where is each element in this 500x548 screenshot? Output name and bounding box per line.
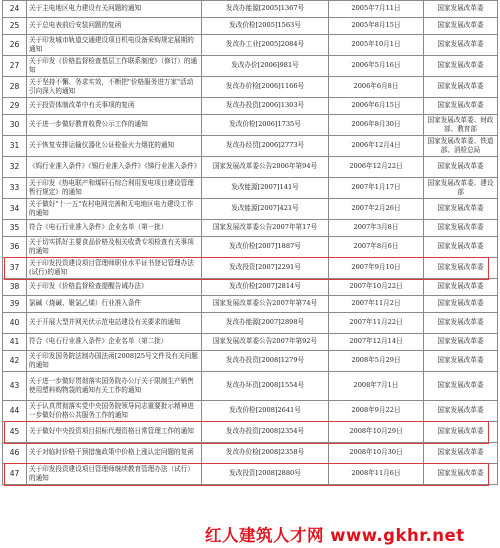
table-row: [3, 296, 498, 313]
issue-date: 2007年2月26日: [329, 199, 424, 220]
site-watermark: 红人建筑人才网 www.gkhr.net: [205, 526, 465, 545]
issue-date: 2007年11月22日: [329, 313, 424, 334]
issue-date: 2007年11月2日: [329, 296, 424, 313]
row-number: 44: [3, 401, 27, 422]
document-number: 发改价检[2008]2641号: [202, 401, 329, 422]
table-row: [3, 464, 498, 485]
issue-date: 2006年6月8日: [329, 77, 424, 98]
row-number: 24: [3, 1, 27, 18]
document-number: 发改办价[2006]981号: [202, 56, 329, 77]
issuing-body: 国家发展改革委: [424, 157, 498, 178]
document-number: 发改投资[2007]2291号: [202, 258, 329, 279]
document-title: 关于印发投资建设项目管理师继续教育管理办法（试行）的通知: [27, 464, 202, 485]
table-row: [3, 56, 498, 77]
document-title: 《钨行业准入条件》《锡行业准入条件》《锑行业准入条件》: [27, 157, 202, 178]
issue-date: 2006年5月16日: [329, 56, 424, 77]
document-number: 发改价检[2007]2814号: [202, 279, 329, 296]
document-number: 发改办能源[2007]2898号: [202, 313, 329, 334]
document-title: 关于开展大型并网光伏示范电站建设有关要求的通知: [27, 313, 202, 334]
issuing-body: 国家发展改革委: [424, 220, 498, 237]
document-title: 关于做好中央投资项目招标代理资格日常管理工作的通知: [27, 422, 202, 443]
issue-date: 2005年7月11日: [329, 1, 424, 18]
row-number: 34: [3, 199, 27, 220]
document-number: 发改办投资[2008]2354号: [202, 422, 329, 443]
table-row: [3, 372, 498, 401]
document-number: 发改能源[2007]421号: [202, 199, 329, 220]
issuing-body: 国家发展改革委: [424, 464, 498, 485]
document-title: 关于印发投资建设项目管理师职业水平证书登记管理办法(试行)的通知: [27, 258, 202, 279]
issuing-body: 国家发展改革委: [424, 237, 498, 258]
issuing-body: 国家发展改革委: [424, 1, 498, 18]
row-number: 26: [3, 35, 27, 56]
table-row: [3, 178, 498, 199]
document-number: 发改办价检[2008]2358号: [202, 443, 329, 464]
table-body: [3, 1, 498, 485]
issue-date: 2005年8月15日: [329, 18, 424, 35]
document-number: 发改办工业[2005]2084号: [202, 35, 329, 56]
row-number: 31: [3, 136, 27, 157]
document-title: 氯碱（烧碱、聚氯乙烯）行业准入条件: [27, 296, 202, 313]
document-number: 发改价检[2006]1735号: [202, 115, 329, 136]
row-number: 45: [3, 422, 27, 443]
issue-date: 2007年9月10日: [329, 258, 424, 279]
document-title: 符合《电石行业准入条件》企业名单（第二批）: [27, 334, 202, 351]
row-number: 30: [3, 115, 27, 136]
issuing-body: 国家发展改革委、财政部、教育部: [424, 115, 498, 136]
document-title: 关于总电表前后安装问题的复函: [27, 18, 202, 35]
document-number: 发改办经贸[2006]2773号: [202, 136, 329, 157]
document-number: 发改办能源[2005]1367号: [202, 1, 329, 18]
table-row: [3, 1, 498, 18]
row-number: 35: [3, 220, 27, 237]
issuing-body: 国家发展改革委: [424, 313, 498, 334]
document-title: 关于印发城市轨道交通建设项目机电设备采购规定展期的通知: [27, 35, 202, 56]
document-number: 发改能源[2007]141号: [202, 178, 329, 199]
document-number: 国家发展改革委公告2007年第17号: [202, 220, 329, 237]
document-title: 符合《电石行业准入条件》企业名单（第一批）: [27, 220, 202, 237]
table-row: [3, 443, 498, 464]
issue-date: 2007年12月14日: [329, 334, 424, 351]
issue-date: 2008年10月29日: [329, 422, 424, 443]
table-row: [3, 237, 498, 258]
issue-date: 2008年9月22日: [329, 401, 424, 422]
issuing-body: 国家发展改革委: [424, 372, 498, 401]
issuing-body: 国家发展改革委: [424, 401, 498, 422]
table-row: [3, 98, 498, 115]
document-title: 关于进一步做好贯彻落实国务院办公厅关于限制生产销售使用塑料购物袋的通知有关工作的通知: [27, 372, 202, 401]
row-number: 27: [3, 56, 27, 77]
table-row: [3, 313, 498, 334]
issuing-body: 国家发展改革委、铁道部、消检总局: [424, 136, 498, 157]
document-number: 发改价检[2007]1887号: [202, 237, 329, 258]
issuing-body: 国家发展改革委: [424, 422, 498, 443]
document-number: 发改办价检[2006]1166号: [202, 77, 329, 98]
issuing-body: 国家发展改革委、建设部: [424, 178, 498, 199]
issue-date: 2007年3月8日: [329, 220, 424, 237]
issuing-body: 国家发展改革委: [424, 98, 498, 115]
issue-date: 2007年10月22日: [329, 279, 424, 296]
issuing-body: 国家发展改革委: [424, 443, 498, 464]
document-number: 发改办投资[2006]1303号: [202, 98, 329, 115]
table-row: [3, 35, 498, 56]
document-number: 发改价检[2005]1563号: [202, 18, 329, 35]
document-title: 关于认真贯彻落实党中央国务院领导同志重要批示精神进一步做好价格公共服务工作的通知: [27, 401, 202, 422]
table-row: [3, 422, 498, 443]
document-title: 关于印发《价格监督检查提醒告诫办法》: [27, 279, 202, 296]
table-row: [3, 279, 498, 296]
row-number: 41: [3, 334, 27, 351]
row-number: 37: [3, 258, 27, 279]
table-row: [3, 220, 498, 237]
row-number: 40: [3, 313, 27, 334]
issuing-body: 国家发展改革委: [424, 279, 498, 296]
issuing-body: 国家发展改革委: [424, 35, 498, 56]
document-title: 关于做好"十一五"农村电网完善和无电地区电力建设工作的通知: [27, 199, 202, 220]
issue-date: 2008年11月6日: [329, 464, 424, 485]
table-row: [3, 18, 498, 35]
document-title: 关于印发《价格监督检查基层工作联系制度》（修订）的通知: [27, 56, 202, 77]
table-row: [3, 401, 498, 422]
table-row: [3, 351, 498, 372]
document-title: 关于主电地区电力建设有关问题的通知: [27, 1, 202, 18]
row-number: 33: [3, 178, 27, 199]
document-number: 国家发展改革委公告2007年第92号: [202, 334, 329, 351]
table-row: [3, 136, 498, 157]
document-number: 发改办环资[2008]1554号: [202, 372, 329, 401]
row-number: 42: [3, 351, 27, 372]
policy-document-table: [2, 0, 498, 485]
document-title: 关于恢复安排运输仪器化公证检验火力烟花的通知: [27, 136, 202, 157]
table-row: [3, 258, 498, 279]
issue-date: 2006年6月15日: [329, 98, 424, 115]
issuing-body: 国家发展改革委: [424, 296, 498, 313]
issue-date: 2008年7月1日: [329, 372, 424, 401]
row-number: 38: [3, 279, 27, 296]
row-number: 46: [3, 443, 27, 464]
document-number: 国家发展改革委公告2007年第74号: [202, 296, 329, 313]
issuing-body: 国家发展改革委: [424, 351, 498, 372]
row-number: 25: [3, 18, 27, 35]
table-row: [3, 77, 498, 98]
table-row: [3, 157, 498, 178]
issue-date: 2008年5月29日: [329, 351, 424, 372]
document-title: 关于坚持不懈、务求实效，不断把"价格服务进万家"活动引向深入的通知: [27, 77, 202, 98]
table-row: [3, 199, 498, 220]
row-number: 36: [3, 237, 27, 258]
row-number: 28: [3, 77, 27, 98]
issuing-body: 国家发展改革委: [424, 56, 498, 77]
row-number: 39: [3, 296, 27, 313]
row-number: 32: [3, 157, 27, 178]
document-number: 发改办投资[2008]1279号: [202, 351, 329, 372]
issuing-body: 国家发展改革委: [424, 18, 498, 35]
issuing-body: 国家发展改革委: [424, 334, 498, 351]
issue-date: 2007年1月17日: [329, 178, 424, 199]
issue-date: 2007年8月6日: [329, 237, 424, 258]
issue-date: 2005年10月1日: [329, 35, 424, 56]
table-row: [3, 115, 498, 136]
document-title: 关于投资体制改革中有关事项的复函: [27, 98, 202, 115]
document-title: 关于切实抓好主要食品价格及相关收费专项检查有关事项的通知: [27, 237, 202, 258]
document-title: 关于对临时价格干预措施政策中价格上涨认定问题的复函: [27, 443, 202, 464]
issue-date: 2008年10月30日: [329, 443, 424, 464]
table-row: [3, 334, 498, 351]
issuing-body: 国家发展改革委: [424, 258, 498, 279]
document-title: 关于印发国务院法制办国法函[2008]25号文件及有关问题的通知: [27, 351, 202, 372]
issuing-body: 国家发展改革委: [424, 199, 498, 220]
document-title: 关于进一步做好教育收费公示工作的通知: [27, 115, 202, 136]
issue-date: 2006年8月30日: [329, 115, 424, 136]
issue-date: 2006年12月22日: [329, 157, 424, 178]
issuing-body: 国家发展改革委: [424, 77, 498, 98]
document-number: 国家发展改革委公告2006年第94号: [202, 157, 329, 178]
row-number: 47: [3, 464, 27, 485]
row-number: 29: [3, 98, 27, 115]
row-number: 43: [3, 372, 27, 401]
issue-date: 2006年12月4日: [329, 136, 424, 157]
document-title: 关于印发《热电联产和煤矸石综合利用发电项目建设管理暂行规定》的通知: [27, 178, 202, 199]
document-number: 发改投资[2008]2880号: [202, 464, 329, 485]
